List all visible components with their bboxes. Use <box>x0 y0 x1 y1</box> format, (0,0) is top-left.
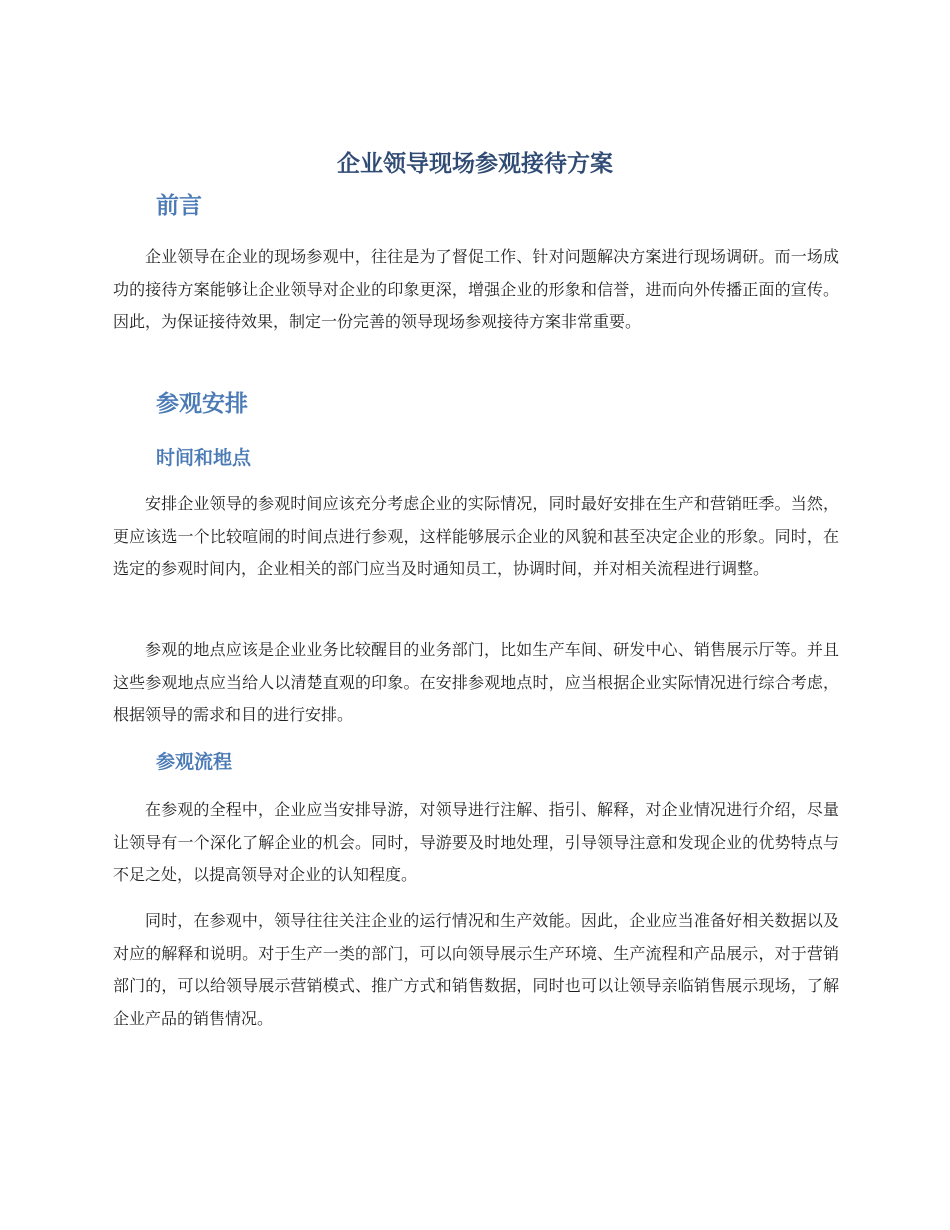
heading-process: 参观流程 <box>156 751 233 773</box>
paragraph-time-place-1: 安排企业领导的参观时间应该充分考虑企业的实际情况，同时最好安排在生产和营销旺季。当然，更应该选一个比较喧闹的时间点进行参观，这样能够展示企业的风貌和甚至决定企业的形象。同时，在选定的参观时间内，企业相关的部门应当及时通知员工，协调时间，并对相关流程进行调整。 <box>113 494 839 578</box>
paragraph-preface-1: 企业领导在企业的现场参观中，往往是为了督促工作、针对问题解决方案进行现场调研。而一场成功的接待方案能够让企业领导对企业的印象更深，增强企业的形象和信誉，进而向外传播正面的宣传。因此，为保证接待效果，制定一份完善的领导现场参观接待方案非常重要。 <box>113 247 839 331</box>
heading-time-place: 时间和地点 <box>156 447 252 469</box>
heading-preface: 前言 <box>156 193 202 219</box>
heading-visit-arrangement: 参观安排 <box>156 391 248 417</box>
paragraph-process-2: 同时，在参观中，领导往往关注企业的运行情况和生产效能。因此，企业应当准备好相关数据以及对应的解释和说明。对于生产一类的部门，可以向领导展示生产环境、生产流程和产品展示，对于营销部门的，可以给领导展示营销模式、推广方式和销售数据，同时也可以让领导亲临销售展示现场，了解企业产品的销售情况。 <box>113 911 839 1028</box>
paragraph-process-1: 在参观的全程中，企业应当安排导游，对领导进行注解、指引、解释，对企业情况进行介绍，尽量让领导有一个深化了解企业的机会。同时，导游要及时地处理，引导领导注意和发现企业的优势特点与不足之处，以提高领导对企业的认知程度。 <box>113 800 839 884</box>
document-title: 企业领导现场参观接待方案 <box>337 151 613 177</box>
paragraph-time-place-2: 参观的地点应该是企业业务比较醒目的业务部门，比如生产车间、研发中心、销售展示厅等。并且这些参观地点应当给人以清楚直观的印象。在安排参观地点时，应当根据企业实际情况进行综合考虑，根据领导的需求和目的进行安排。 <box>113 640 839 724</box>
